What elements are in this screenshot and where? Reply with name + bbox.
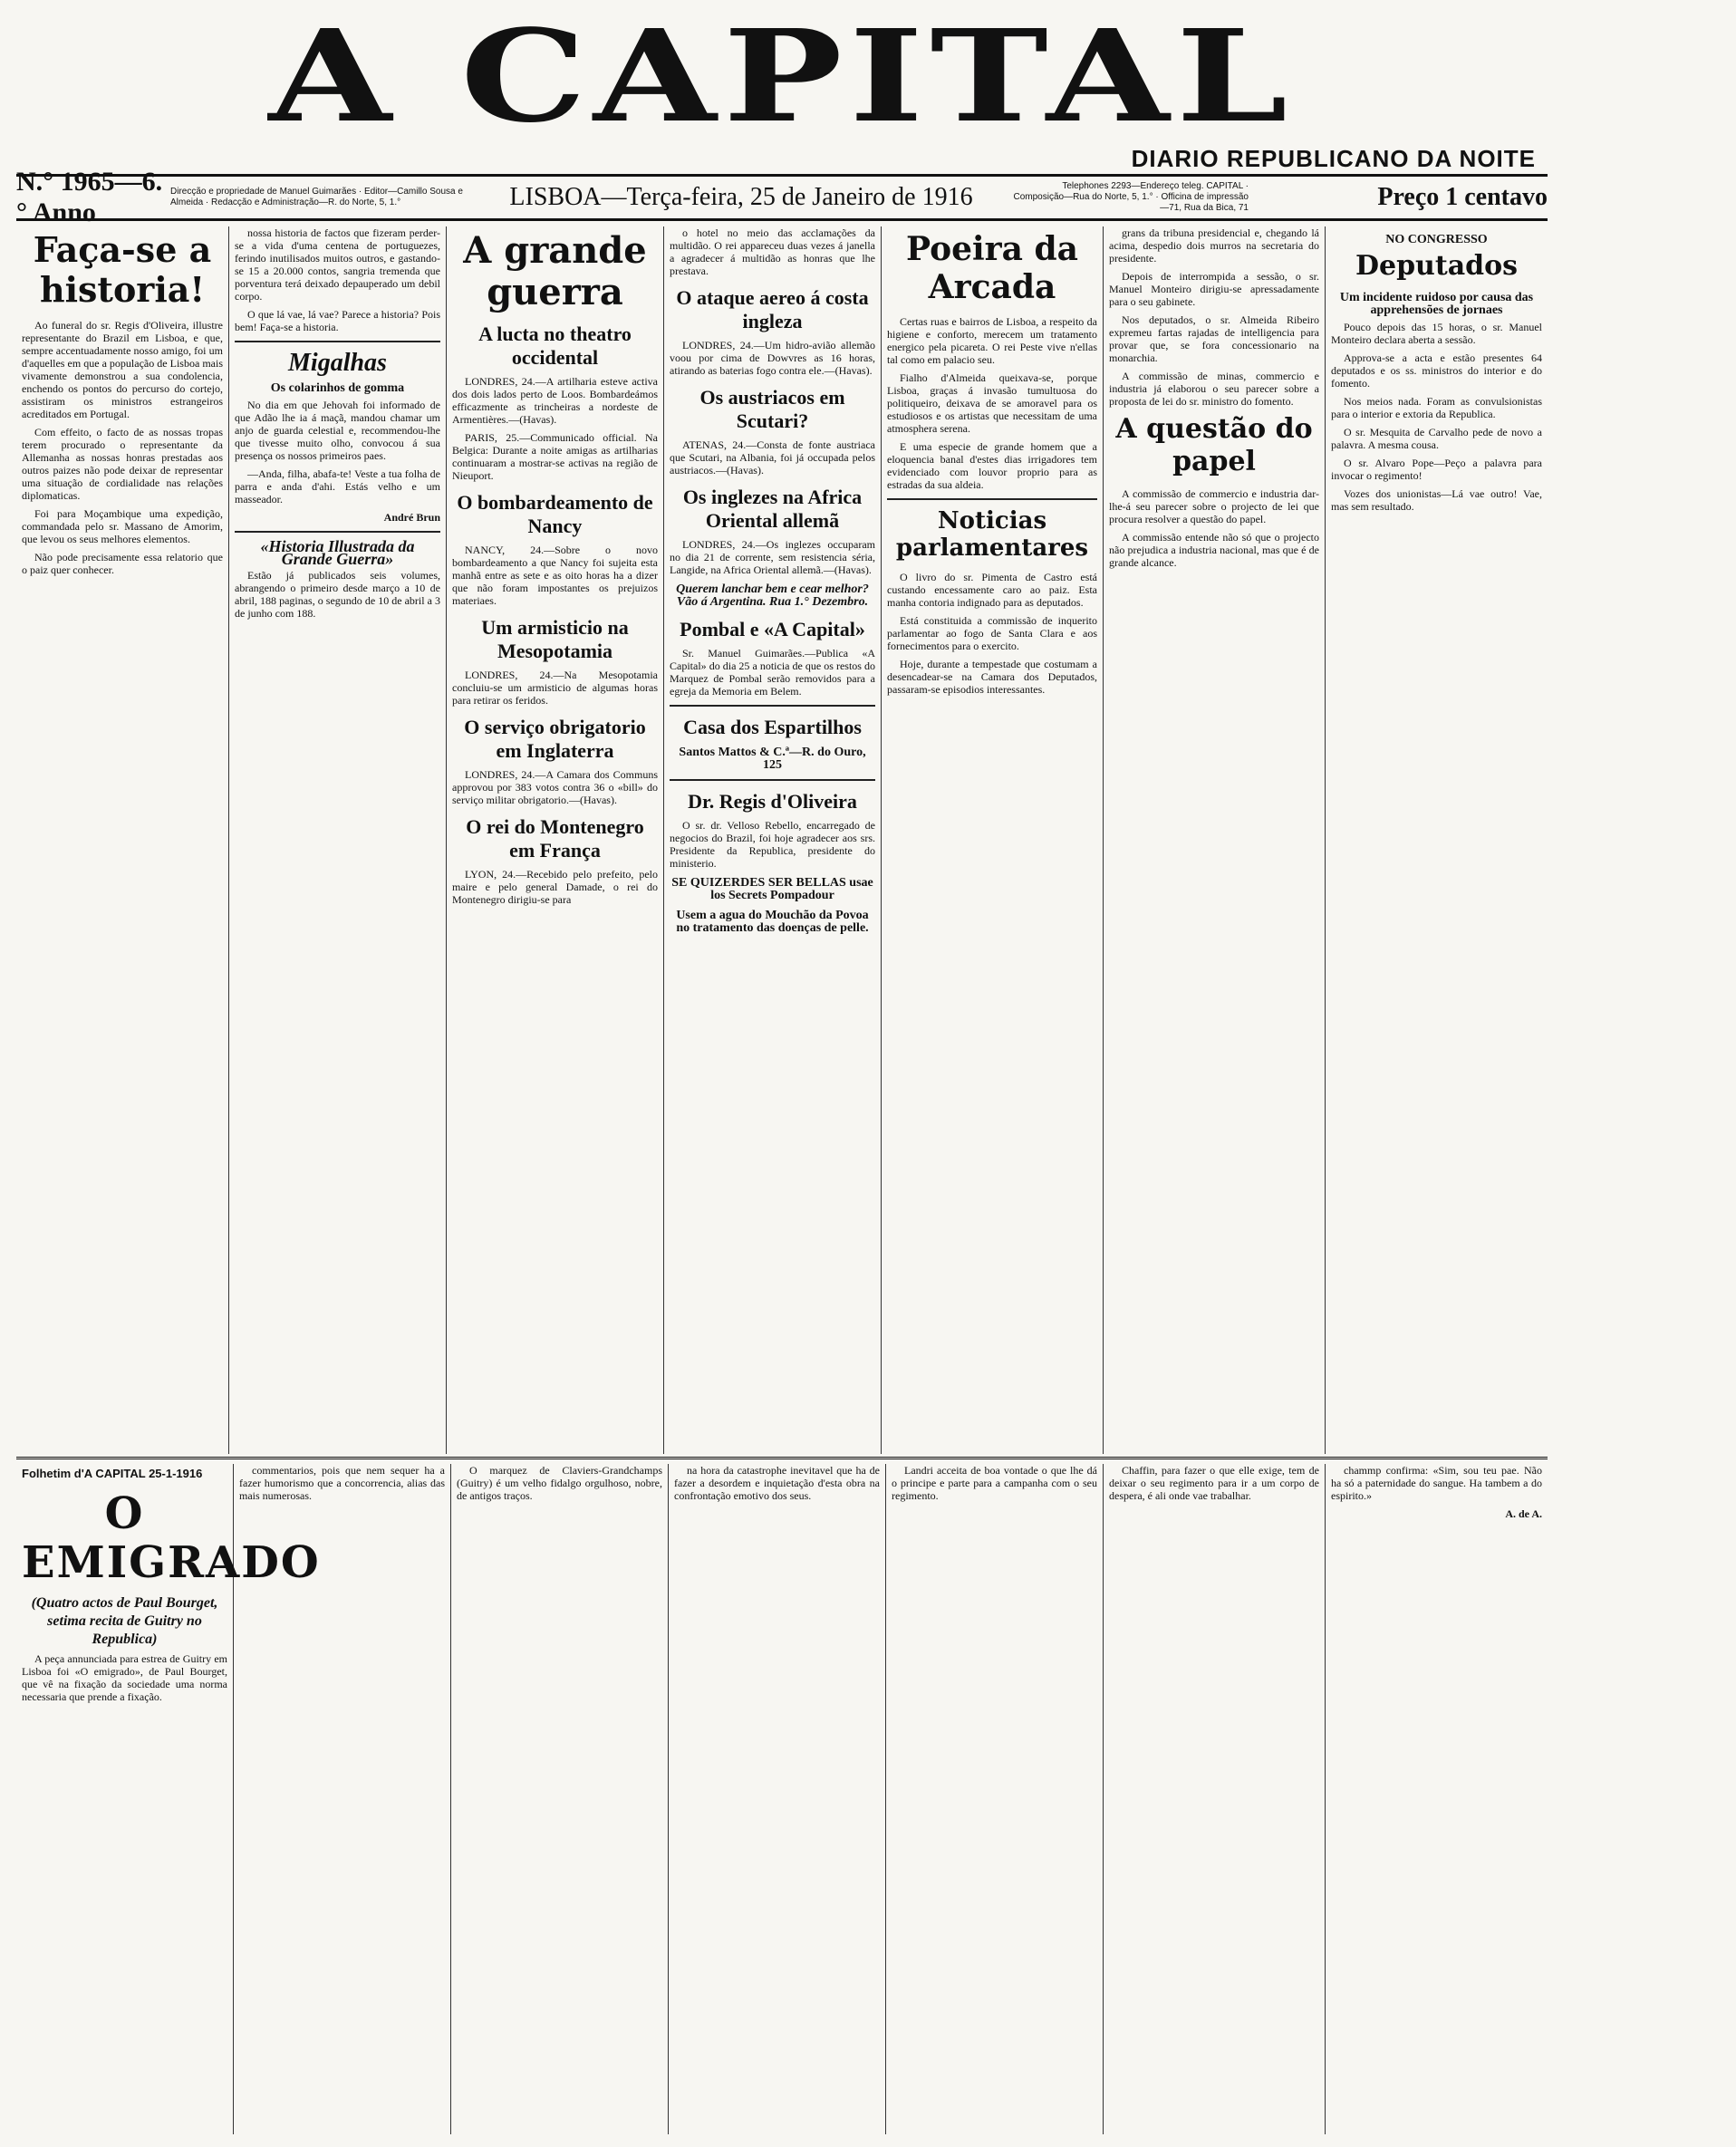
column-3 — [447, 226, 664, 1454]
divider — [670, 779, 875, 781]
article-paragraph: O livro do sr. Pimenta de Castro está custando encessamente caro ao paiz. Esta manha contoria indignado para as deputados. — [887, 571, 1097, 609]
article-paragraph: grans da tribuna presidencial e, chegando lá acima, despedio dois murros na secretaria do presidente. — [1109, 226, 1319, 265]
article-paragraph: LONDRES, 24.—Um hidro-avião allemão voou por cima de Dowvres as 16 horas, atirando as baterias fogo contra ele.—(Havas). — [670, 339, 875, 377]
article-paragraph: LYON, 24.—Recebido pelo prefeito, pelo maire e pelo general Damade, o rei do Montenegro dirigiu-se para — [452, 868, 658, 906]
article-paragraph: LONDRES, 24.—A artilharia esteve activa dos dois lados perto de Loos. Bombardeámos efficazmente as trincheiras a nordeste de Armentières.—(Havas). — [452, 375, 658, 426]
folhetim-column-3 — [451, 1464, 669, 2134]
article-paragraph: E uma especie de grande homem que a eloquencia banal d'estes dias irrigadores tem evidenciado com louvor proprio para as estradas da sua aldeia. — [887, 440, 1097, 491]
article-paragraph: Está constituida a commissão de inquerito parlamentar ao fogo de Santa Clara e aos fornecimentos para o exercito. — [887, 614, 1097, 652]
article-paragraph: No dia em que Jehovah foi informado de que Adão lhe ia á maçã, mandou chamar um anjo de guarda celestial e, recommendou-lhe que tivesse muito olho, convocou á sua presença os nossos primeiros paes. — [235, 399, 440, 462]
subheading: A lucta no theatro occidental — [478, 323, 632, 369]
subheading: Pombal e «A Capital» — [680, 618, 865, 640]
subheading: O rei do Montenegro em França — [466, 815, 644, 862]
subheading: O serviço obrigatorio em Inglaterra — [464, 716, 646, 762]
folhetim-column-2 — [234, 1464, 451, 2134]
article-paragraph: O sr. Alvaro Pope—Peço a palavra para invocar o regimento! — [1331, 457, 1542, 482]
subheading: O bombardeamento de Nancy — [457, 491, 653, 537]
section-kicker: NO CONGRESSO — [1385, 233, 1488, 246]
column-7 — [1326, 226, 1548, 1454]
article-paragraph: Com effeito, o facto de as nossas tropas terem procurado o representante da Allemanha as nossas honras prestadas aos outros paizes não pode deixar de representar uma situação de cordialidade nas relações diplomaticas. — [22, 426, 223, 502]
folhetim-column-1 — [16, 1464, 321, 2134]
article-paragraph: na hora da catastrophe inevitavel que ha de fazer a desordem e inquietação d'esta obra na confrontação emotivo dos seus. — [674, 1464, 880, 1502]
folhetim-column-6 — [1104, 1464, 1326, 2134]
subheading: Um incidente ruidoso por causa das apprehensões de jornaes — [1339, 291, 1534, 317]
article-paragraph: Não pode precisamente essa relatorio que o paiz quer conhecer. — [22, 551, 223, 576]
headline-deputados: Deputados — [1355, 250, 1519, 282]
article-paragraph: LONDRES, 24.—A Camara dos Communs approvou por 383 votos contra 36 o «bill» do serviço militar obrigatorio.—(Havas). — [452, 768, 658, 806]
subheading: O ataque aereo á costa ingleza — [676, 286, 869, 332]
article-paragraph: Fialho d'Almeida queixava-se, porque Lisboa, graças á invasão tumultuosa do politiqueiro, deixava de se amoravel para os estudiosos e os artistas que necessitam de uma atmosphera serena. — [887, 371, 1097, 435]
issue-date: LISBOA—Terça-feira, 25 de Janeiro de 1916 — [509, 183, 973, 211]
article-paragraph: O que lá vae, lá vae? Parece a historia? Pois bem! Faça-se a historia. — [235, 308, 440, 333]
subheading: Os austriacos em Scutari? — [699, 386, 845, 432]
newspaper-subtitle: DIARIO REPUBLICANO DA NOITE — [1131, 145, 1536, 172]
article-paragraph: Nos meios nada. Foram as convulsionistas para o interior e extoria da Republica. — [1331, 395, 1542, 420]
article-paragraph: O sr. dr. Velloso Rebello, encarregado de negocios do Brazil, foi hoje agradecer aos srs. Presidente da Republica, presidente do ministerio. — [670, 819, 875, 870]
migalhas-subtitle: Os colarinhos de gomma — [270, 381, 405, 395]
advert-argentina: Querem lanchar bem e cear melhor? Vão á Argentina. Rua 1.° Dezembro. — [676, 582, 869, 609]
historia-illustrada-title: «Historia Illustrada da Grande Guerra» — [260, 537, 415, 568]
folhetim-divider — [16, 1457, 1548, 1459]
upper-section — [16, 226, 1548, 1454]
article-paragraph: A commissão entende não só que o projecto não prejudica a industria nacional, mas que é de grande alcance. — [1109, 531, 1319, 569]
folhetim-subtitle: (Quatro actos de Paul Bourget, setima recita de Guitry no Republica) — [31, 1595, 218, 1647]
folhetim-title: O EMIGRADO — [22, 1488, 321, 1588]
direction-info: Direcção e propriedade de Manuel Guimarães · Editor—Camillo Sousa e Almeida · Redacção e Administração—R. do Norte, 5, 1.° — [170, 187, 463, 207]
advert-pompadour: SE QUIZERDES SER BELLAS usae los Secrets Pompadour — [671, 876, 873, 902]
article-paragraph: NANCY, 24.—Sobre o novo bombardeamento a que Nancy foi sujeita esta manhã entre as sete e as oito horas ha a dizer que não foram impostantes os prejuizos materiaes. — [452, 544, 658, 607]
folhetim-signature: A. de A. — [1505, 1507, 1542, 1520]
article-paragraph: A commissão de minas, commercio e industria já elaborou o seu parecer sobre a proposta de lei do sr. ministro do fomento. — [1109, 370, 1319, 408]
folhetim-label: Folhetim d'A CAPITAL 25-1-1916 — [22, 1467, 203, 1480]
headline-a-questao-do-papel: A questão do papel — [1115, 413, 1313, 477]
article-paragraph: Foi para Moçambique uma expedição, commandada pelo sr. Massano de Amorim, que levou os seus melhores elementos. — [22, 507, 223, 545]
article-paragraph: LONDRES, 24.—Os inglezes occuparam no dia 21 de corrente, sem resistencia séria, Langide, na Africa Oriental allemã.—(Havas). — [670, 538, 875, 576]
column-2 — [229, 226, 447, 1454]
article-paragraph: Certas ruas e bairros de Lisboa, a respeito da higiene e conforto, merecem um tratamento energico pela picareta. O rei Peste vive n'ellas tal como em palacio seu. — [887, 315, 1097, 366]
column-1 — [16, 226, 229, 1454]
article-paragraph: o hotel no meio das acclamações da multidão. O rei appareceu duas vezes á janella a agradecer á multidão as honras que lhe prestava. — [670, 226, 875, 277]
article-paragraph: Estão já publicados seis volumes, abrangendo o primeiro desde março a 10 de abril, 188 paginas, o segundo de 10 de abril a 3 de junho com 188. — [235, 569, 440, 620]
article-paragraph: Approva-se a acta e estão presentes 64 deputados e os ss. ministros do interior e do fomento. — [1331, 351, 1542, 390]
advert-casa-espartilhos: Casa dos Espartilhos — [683, 716, 862, 738]
article-paragraph: Landri acceita de boa vontade o que lhe dá o principe e parte para a campanha com o seu regimento. — [892, 1464, 1097, 1502]
article-paragraph: Vozes dos unionistas—Lá vae outro! Vae, mas sem resultado. — [1331, 487, 1542, 513]
article-paragraph: nossa historia de factos que fizeram perder-se a vida d'uma centena de portuguezes, ferindo inutilisados muitos outros, e gastando-se 15 a 20.000 contos, sangria tremenda que porventura terá deixado depauperado um debil corpo. — [235, 226, 440, 303]
article-paragraph: Ao funeral do sr. Regis d'Oliveira, illustre representante do Brazil em Lisboa, e que, sempre accentuadamente nosso amigo, foi um d'aquelles em que a população de Lisboa mais vivamente demonstrou a sua condolencia, enchendo os pontos do percurso do cortejo, assistiram os ministros estrangeiros acreditados em Portugal. — [22, 319, 223, 420]
masthead — [18, 3, 1545, 172]
article-paragraph: chammp confirma: «Sim, sou teu pae. Não ha só a paternidade do sangue. Ha tambem a do espirito.» — [1331, 1464, 1542, 1502]
article-paragraph: O marquez de Claviers-Grandchamps (Guitry) é um velho fidalgo orgulhoso, nobre, de antigos traços. — [457, 1464, 662, 1502]
divider — [887, 498, 1097, 500]
article-paragraph: —Anda, filha, abafa-te! Veste a tua folha de parra e anda d'ahi. Estás velho e um masseador. — [235, 467, 440, 505]
telephone-info: Telephones 2293—Endereço teleg. CAPITAL · Composição—Rua do Norte, 5, 1.° · Officina de impressão—71, Rua da Bica, 71 — [1013, 181, 1249, 213]
article-paragraph: Sr. Manuel Guimarães.—Publica «A Capital» do dia 25 a noticia de que os restos do Marquez de Pombal serão removidos para a egreja da Memoria em Belem. — [670, 647, 875, 698]
column-6 — [1104, 226, 1326, 1454]
migalhas-title: Migalhas — [288, 349, 387, 377]
advert-agua-mouchao: Usem a agua do Mouchão da Povoa no tratamento das doenças de pelle. — [676, 909, 869, 935]
headline-poeira-da-arcada: Poeira da Arcada — [905, 230, 1079, 306]
article-paragraph: commentarios, pois que nem sequer ha a fazer humorismo que a concorrencia, alias das mais numerosas. — [239, 1464, 445, 1502]
article-paragraph: ATENAS, 24.—Consta de fonte austriaca que Scutari, na Albania, foi já occupada pelos austriacos.—(Havas). — [670, 438, 875, 477]
divider — [235, 341, 440, 342]
issue-info-bar — [16, 167, 1548, 227]
issue-number: N.° 1965—6.° Anno — [16, 167, 163, 227]
author-signature: André Brun — [383, 511, 440, 524]
article-paragraph: Depois de interrompida a sessão, o sr. Manuel Monteiro dirigiu-se apressadamente para o seu gabinete. — [1109, 270, 1319, 308]
folhetim-column-5 — [886, 1464, 1104, 2134]
article-paragraph: Pouco depois das 15 horas, o sr. Manuel Monteiro declara aberta a sessão. — [1331, 321, 1542, 346]
divider — [235, 531, 440, 533]
article-paragraph: Hoje, durante a tempestade que costumam a desencadear-se na Camara dos Deputados, passaram-se episodios interessantes. — [887, 658, 1097, 696]
article-paragraph: A peça annunciada para estrea de Guitry em Lisboa foi «O emigrado», de Paul Bourget, que vê na fixação da sociedade uma norma necessaria que prende a fixação. — [22, 1652, 227, 1703]
folhetim-column-7 — [1326, 1464, 1548, 2134]
headline-a-grande-guerra: A grande guerra — [463, 229, 647, 313]
article-paragraph: A commissão de commercio e industria dar-lhe-á seu parecer sobre o projecto de lei que procura resolver a questão do papel. — [1109, 487, 1319, 525]
subheading: Dr. Regis d'Oliveira — [688, 790, 857, 813]
divider — [670, 705, 875, 707]
headline-faca-se-a-historia: Faça-se a historia! — [33, 229, 212, 310]
folhetim-section — [16, 1464, 1548, 2134]
column-4 — [664, 226, 882, 1454]
folhetim-column-4 — [669, 1464, 886, 2134]
article-paragraph: O sr. Mesquita de Carvalho pede de novo a palavra. A mesma cousa. — [1331, 426, 1542, 451]
column-5 — [882, 226, 1104, 1454]
subheading: Um armisticio na Mesopotamia — [481, 616, 629, 662]
headline-noticias-parlamentares: Noticias parlamentares — [895, 507, 1089, 562]
newspaper-title: A CAPITAL — [268, 3, 1295, 151]
issue-price: Preço 1 centavo — [1377, 183, 1548, 211]
advert-address: Santos Mattos & C.ª—R. do Ouro, 125 — [679, 746, 866, 772]
article-paragraph: PARIS, 25.—Communicado official. Na Belgica: Durante a noite amigas as artilharias continuaram a mostrar-se activas na região de Nieuport. — [452, 431, 658, 482]
article-paragraph: Chaffin, para fazer o que elle exige, tem de deixar o seu regimento para ir a um corpo de despera, é ali onde vae trabalhar. — [1109, 1464, 1319, 1502]
article-paragraph: LONDRES, 24.—Na Mesopotamia concluiu-se um armisticio de algumas horas para retirar os feridos. — [452, 669, 658, 707]
article-paragraph: Nos deputados, o sr. Almeida Ribeiro expremeu fartas rajadas de intelligencia para provar que, se fora concessionario na monarchia. — [1109, 313, 1319, 364]
subheading: Os inglezes na Africa Oriental allemã — [682, 486, 863, 532]
